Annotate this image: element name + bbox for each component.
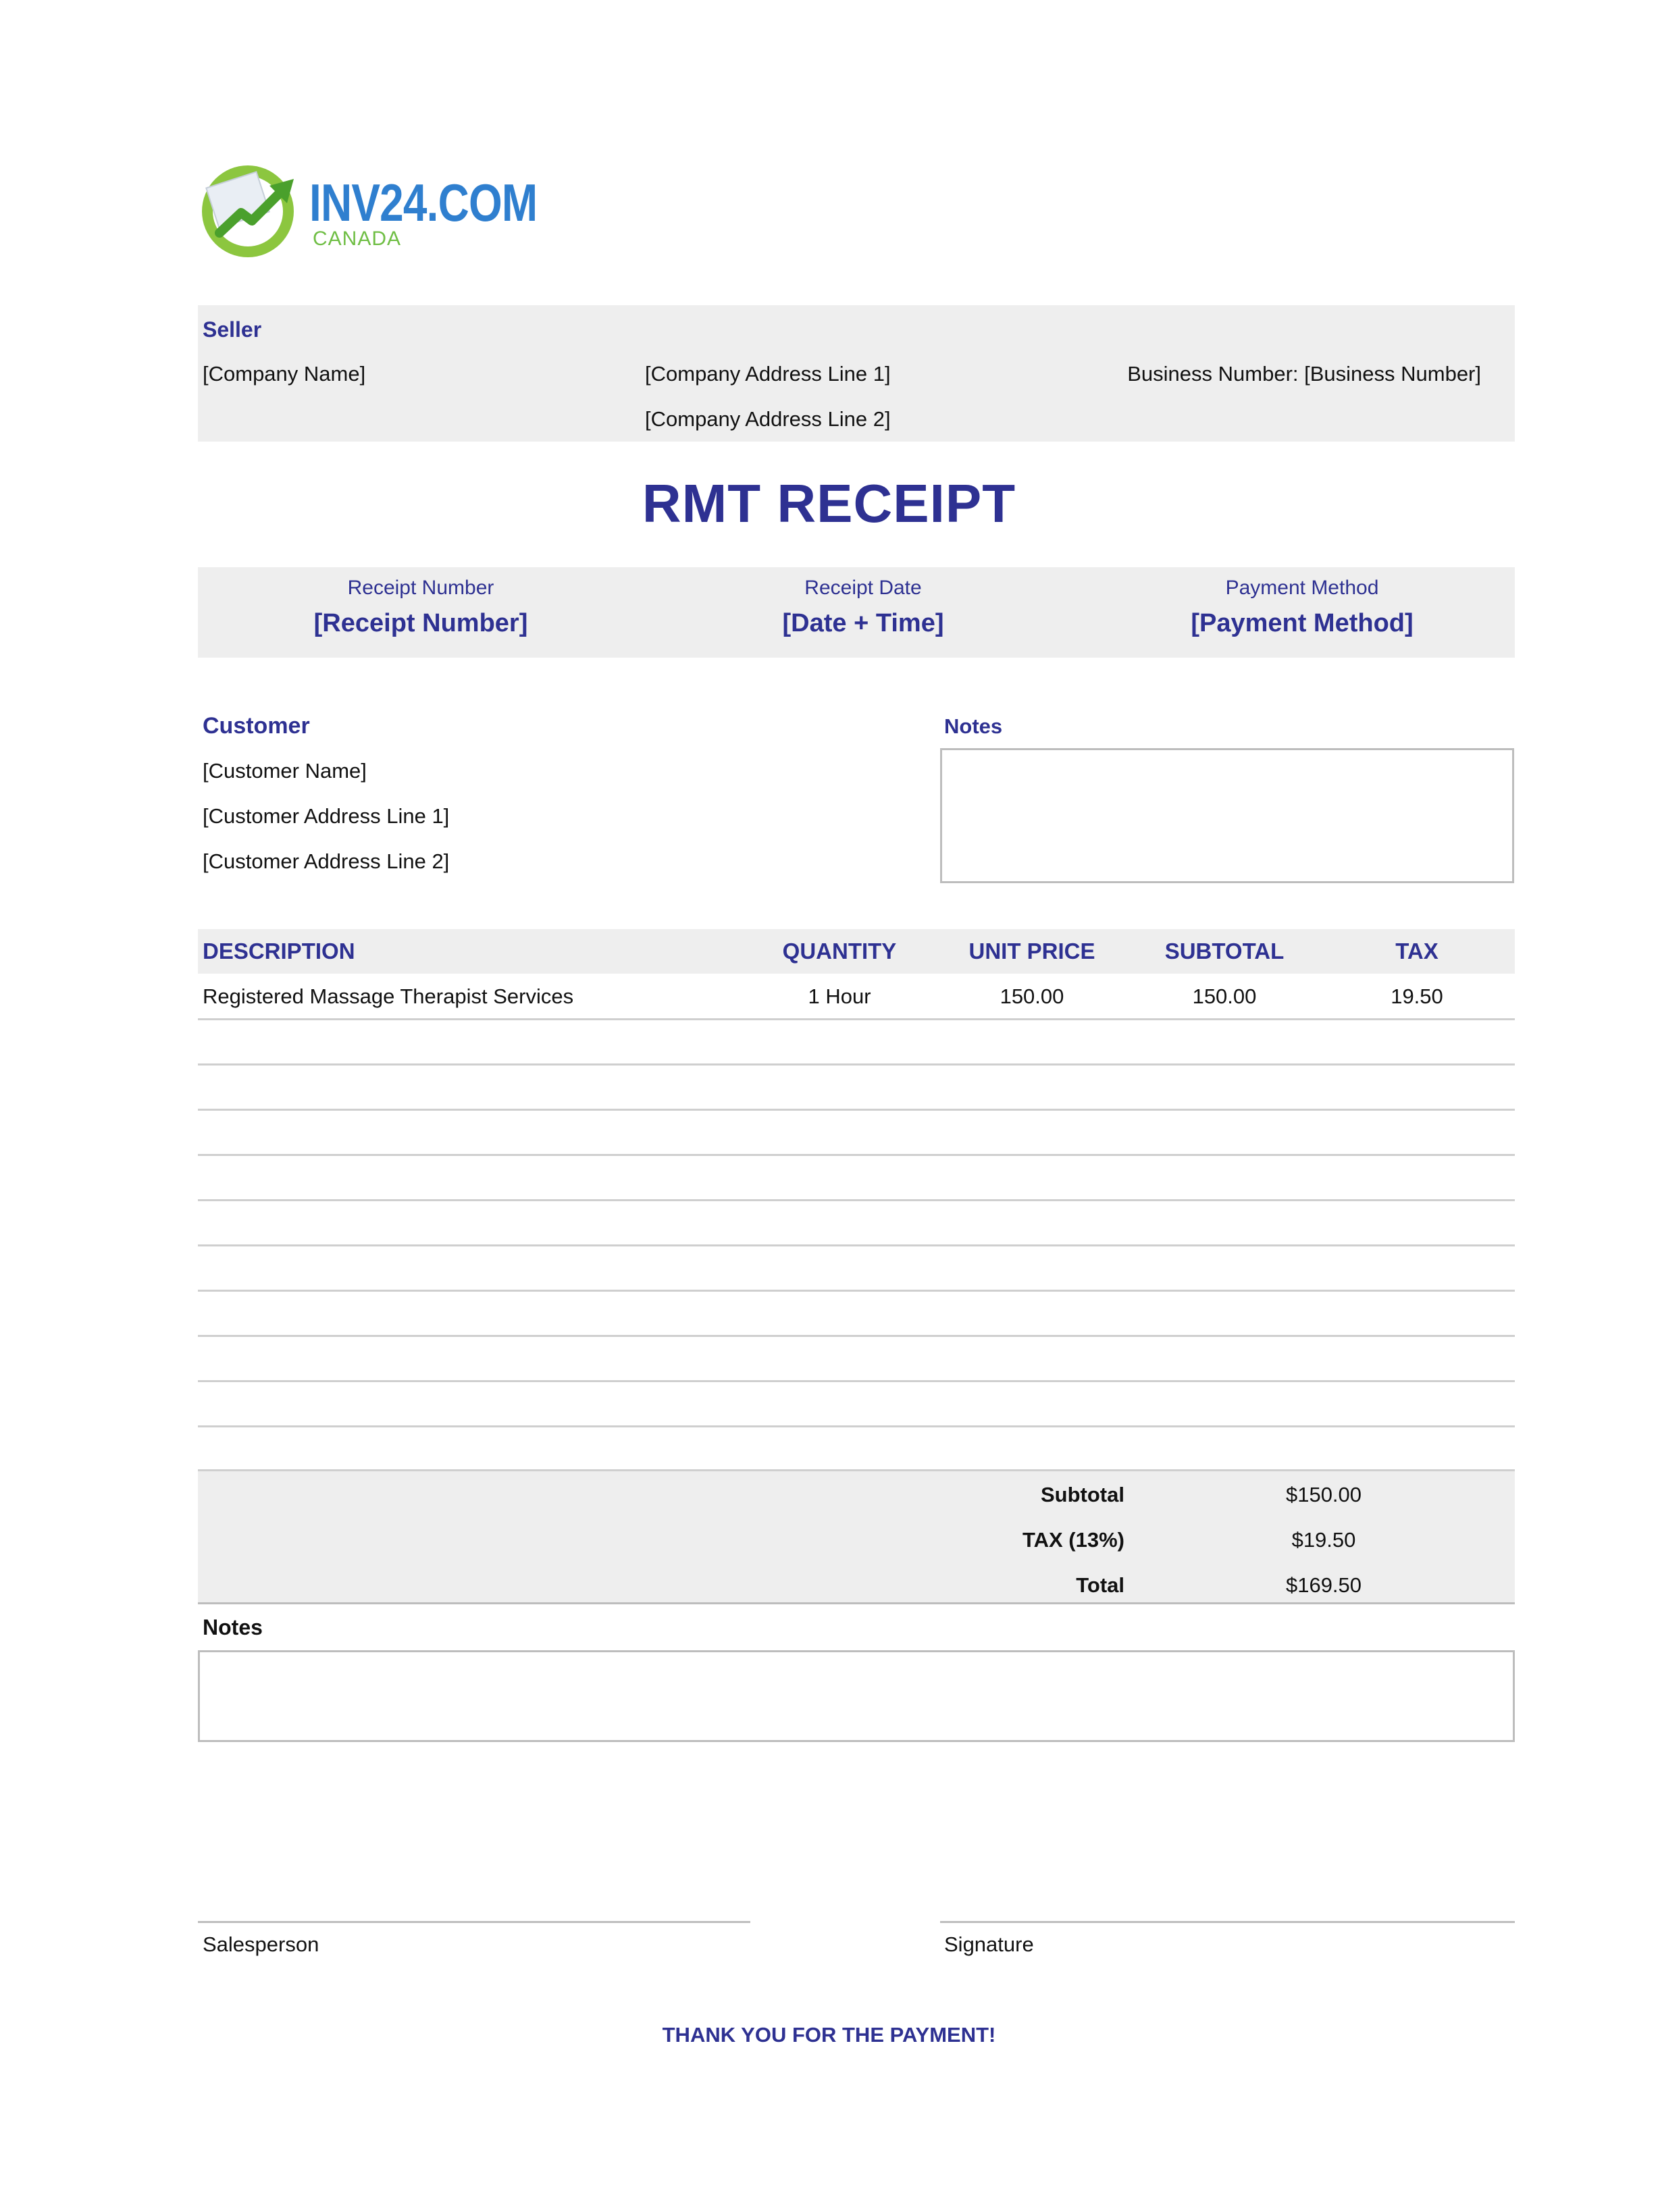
cell-quantity: 1 Hour: [808, 984, 871, 1008]
total-label: Total: [1076, 1573, 1124, 1597]
row-divider: [198, 1290, 1515, 1292]
header-unit-price: UNIT PRICE: [968, 939, 1095, 964]
receipt-info-band: [198, 567, 1515, 658]
subtotal-label: Subtotal: [1041, 1483, 1124, 1506]
header-description: DESCRIPTION: [203, 939, 355, 964]
receipt-date-column: [644, 567, 1083, 638]
company-logo: [199, 159, 538, 260]
header-quantity: QUANTITY: [782, 939, 897, 964]
receipt-number-column: [198, 567, 644, 638]
seller-business-number: Business Number: [Business Number]: [1127, 362, 1481, 386]
totals-section: [198, 1469, 1515, 1604]
cell-unit-price: 150.00: [1000, 984, 1064, 1008]
cell-description: Registered Massage Therapist Services: [203, 984, 574, 1008]
seller-label: Seller: [203, 317, 262, 342]
tax-label: TAX (13%): [1022, 1528, 1124, 1552]
notes-label-bottom: Notes: [203, 1615, 263, 1639]
customer-label: Customer: [203, 713, 310, 739]
row-divider: [198, 1425, 1515, 1427]
tax-value: $19.50: [1291, 1528, 1356, 1552]
payment-method-label: Payment Method: [1225, 577, 1379, 599]
row-divider: [198, 1109, 1515, 1111]
brand-name: INV24.COM: [309, 173, 538, 232]
receipt-date-value: [Date + Time]: [782, 609, 944, 637]
signature-line: [940, 1921, 1515, 1923]
seller-address-line-1: [Company Address Line 1]: [645, 362, 891, 386]
chart-arrow-logo-icon: [199, 159, 301, 260]
row-divider: [198, 1244, 1515, 1246]
receipt-date-label: Receipt Date: [804, 577, 922, 599]
seller-company-name: [Company Name]: [203, 362, 366, 386]
salesperson-line: [198, 1921, 750, 1923]
customer-address-line-2: [Customer Address Line 2]: [203, 849, 450, 873]
seller-address-line-2: [Company Address Line 2]: [645, 407, 891, 431]
notes-box-bottom[interactable]: [198, 1650, 1515, 1742]
row-divider: [198, 1199, 1515, 1201]
notes-label-top: Notes: [944, 714, 1003, 738]
customer-address-line-1: [Customer Address Line 1]: [203, 804, 450, 828]
signature-label: Signature: [944, 1932, 1034, 1956]
notes-box-top[interactable]: [940, 748, 1514, 883]
total-value: $169.50: [1285, 1573, 1362, 1597]
customer-name: [Customer Name]: [203, 759, 367, 783]
salesperson-label: Salesperson: [203, 1932, 319, 1956]
row-divider: [198, 1154, 1515, 1156]
receipt-number-label: Receipt Number: [347, 577, 494, 599]
receipt-number-value: [Receipt Number]: [313, 609, 528, 637]
payment-method-value: [Payment Method]: [1191, 609, 1414, 637]
row-divider: [198, 1335, 1515, 1337]
table-row: [198, 974, 1515, 1018]
brand-subtitle: CANADA: [313, 228, 402, 250]
thank-you-message: THANK YOU FOR THE PAYMENT!: [662, 2023, 996, 2047]
header-tax: TAX: [1395, 939, 1439, 964]
cell-subtotal: 150.00: [1192, 984, 1257, 1008]
header-subtotal: SUBTOTAL: [1164, 939, 1285, 964]
cell-tax: 19.50: [1391, 984, 1443, 1008]
items-table-header: [198, 929, 1515, 974]
row-divider: [198, 1380, 1515, 1382]
subtotal-value: $150.00: [1285, 1483, 1362, 1506]
row-divider: [198, 1063, 1515, 1065]
payment-method-column: [1083, 567, 1522, 638]
row-divider: [198, 1018, 1515, 1020]
page-title: RMT RECEIPT: [642, 473, 1016, 533]
